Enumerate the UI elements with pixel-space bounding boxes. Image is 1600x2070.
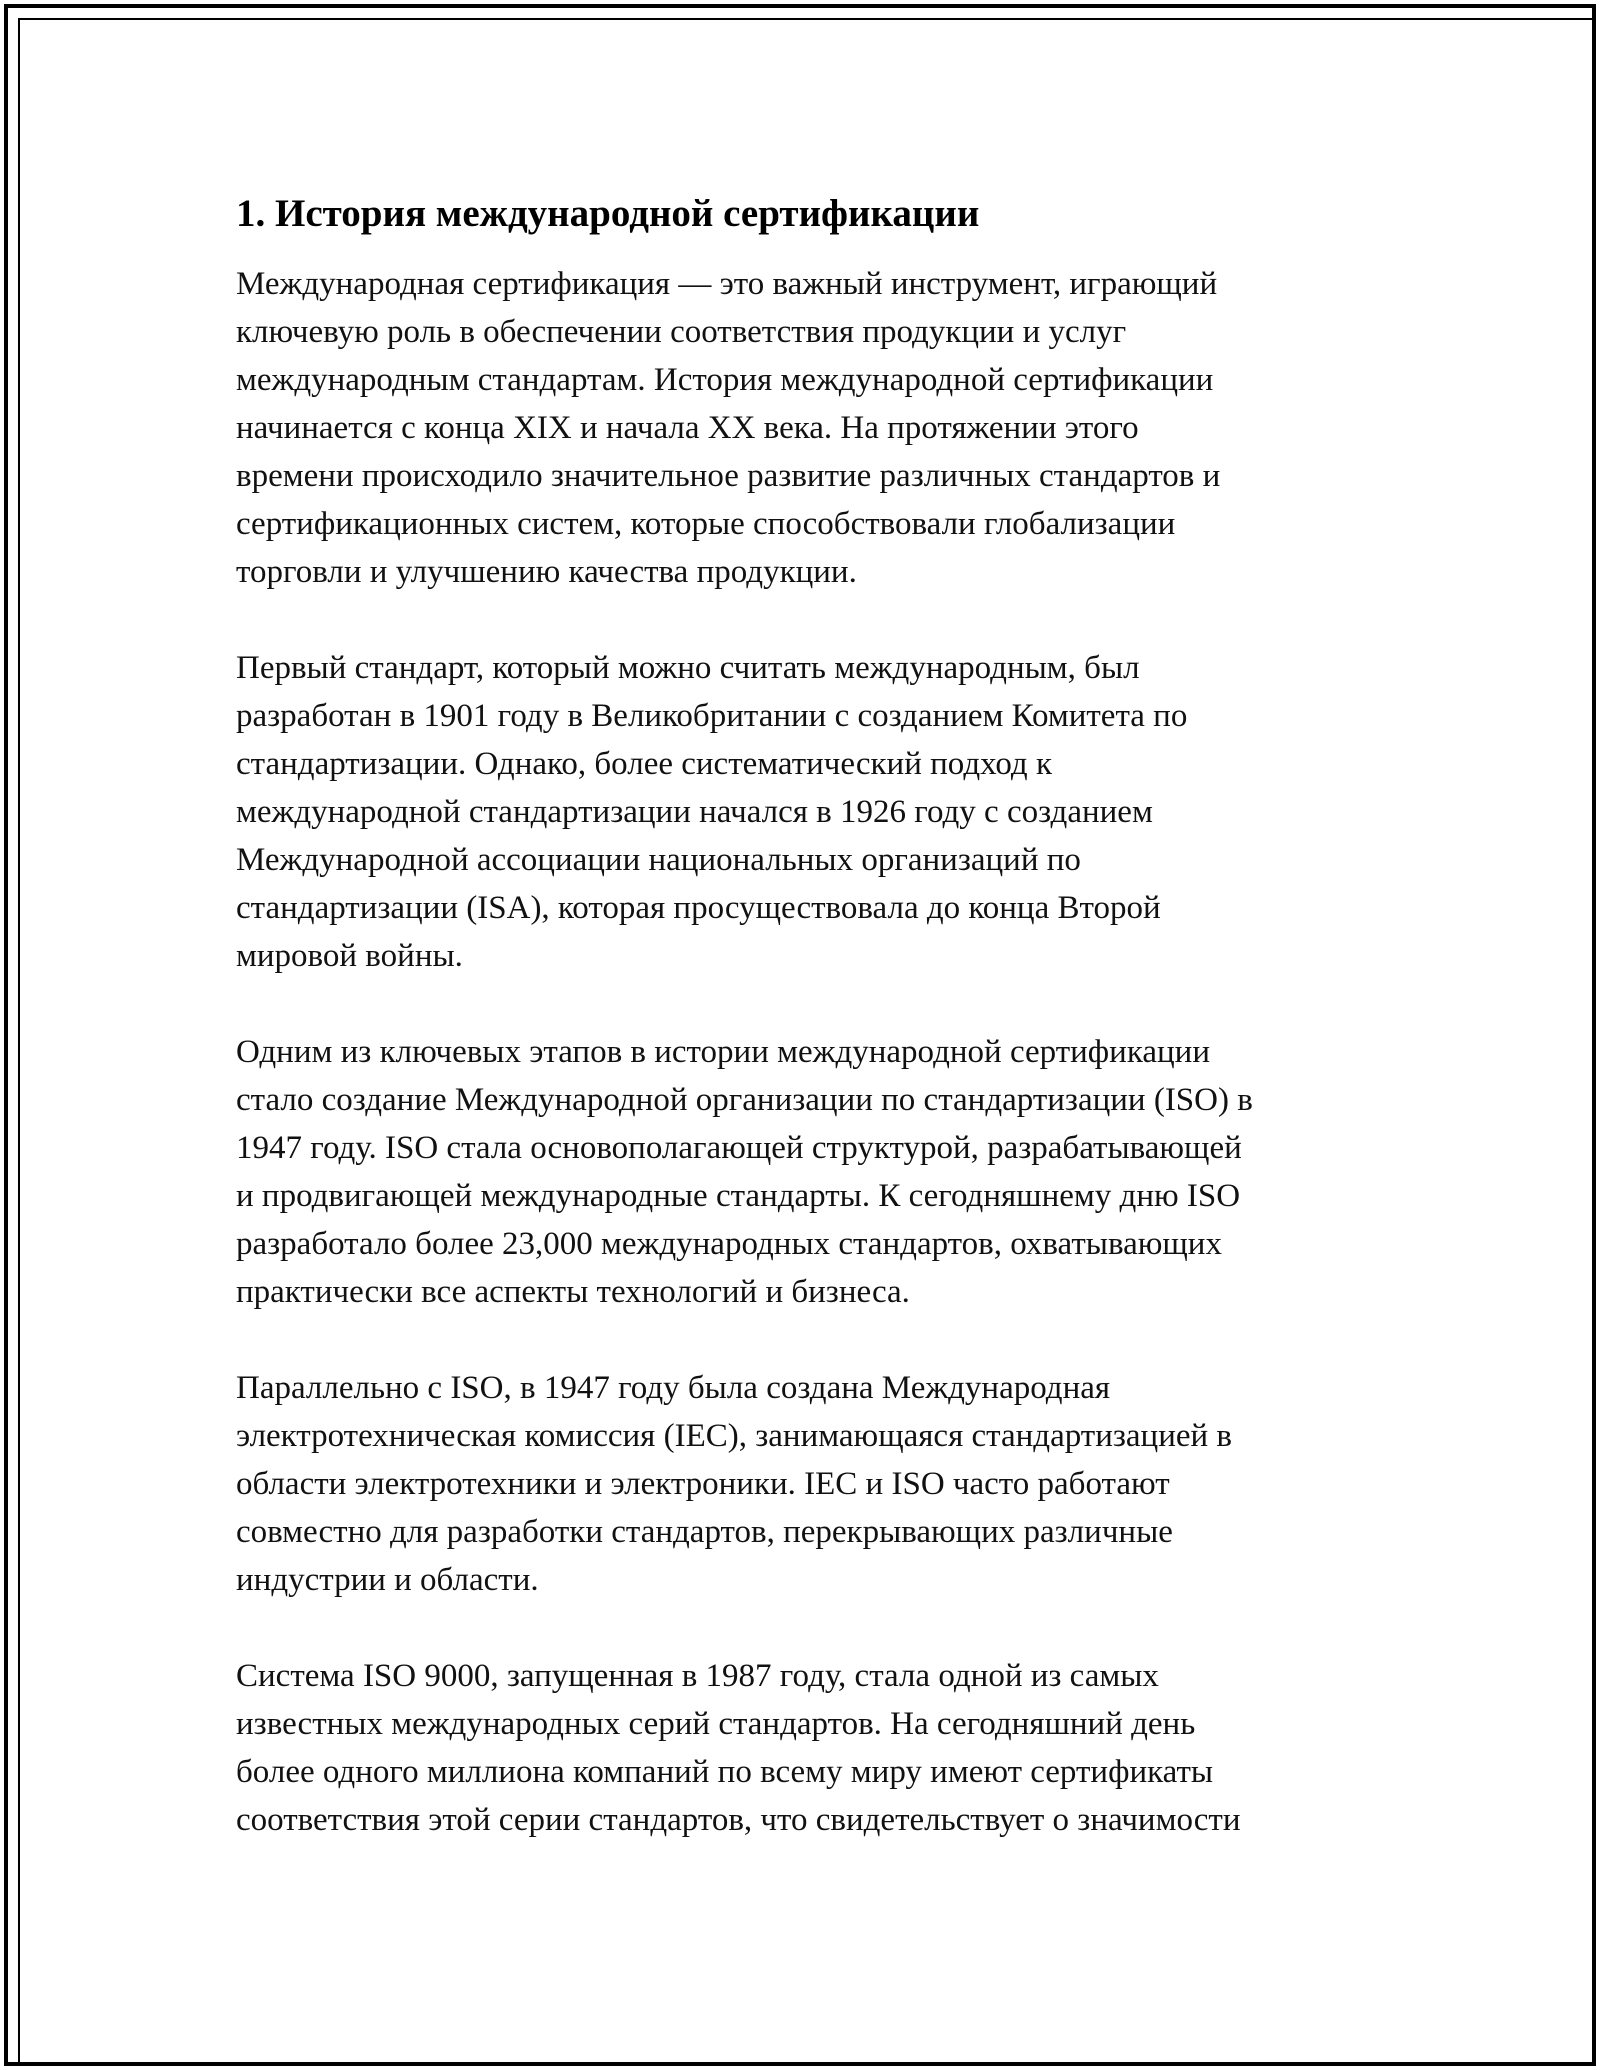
text-line: разработало более 23,000 международных стандартов, охватывающих: [236, 1226, 1222, 1262]
text-line: стандартизации. Однако, более систематический подход к: [236, 746, 1052, 782]
text-line: Первый стандарт, который можно считать международным, был: [236, 650, 1140, 686]
text-line: индустрии и области.: [236, 1562, 539, 1598]
text-line: Одним из ключевых этапов в истории международной сертификации: [236, 1034, 1210, 1070]
paragraph-first-standard: [236, 644, 1396, 980]
paragraph-intro: [236, 260, 1396, 596]
text-line: более одного миллиона компаний по всему миру имеют сертификаты: [236, 1754, 1214, 1790]
text-line: и продвигающей международные стандарты. К сегодняшнему дню ISO: [236, 1178, 1241, 1214]
text-line: 1947 году. ISO стала основополагающей структурой, разрабатывающей: [236, 1130, 1242, 1166]
text-line: известных международных серий стандартов. На сегодняшний день: [236, 1706, 1196, 1742]
text-line: совместно для разработки стандартов, перекрывающих различные: [236, 1514, 1173, 1550]
paragraph-iso-9000: [236, 1652, 1396, 1844]
text-line: Параллельно с ISO, в 1947 году была создана Международная: [236, 1370, 1111, 1406]
text-line: практически все аспекты технологий и бизнеса.: [236, 1274, 910, 1310]
text-line: электротехническая комиссия (IEC), занимающаяся стандартизацией в: [236, 1418, 1233, 1454]
text-line: Международная сертификация — это важный инструмент, играющий: [236, 266, 1218, 302]
paragraph-iec: [236, 1364, 1396, 1604]
text-line: Международной ассоциации национальных организаций по: [236, 842, 1081, 878]
text-line: торговли и улучшению качества продукции.: [236, 554, 857, 590]
text-line: международной стандартизации начался в 1926 году с созданием: [236, 794, 1153, 830]
text-line: мировой войны.: [236, 938, 463, 974]
paragraph-iso: [236, 1028, 1396, 1316]
text-line: области электротехники и электроники. IEC и ISO часто работают: [236, 1466, 1170, 1502]
text-line: начинается с конца XIX и начала XX века. На протяжении этого: [236, 410, 1139, 446]
text-line: времени происходило значительное развитие различных стандартов и: [236, 458, 1221, 494]
text-line: международным стандартам. История международной сертификации: [236, 362, 1214, 398]
section-heading: 1. История международной сертификации: [236, 192, 980, 235]
document-page: [236, 186, 1396, 1892]
text-line: стало создание Международной организации по стандартизации (ISO) в: [236, 1082, 1253, 1118]
text-line: разработан в 1901 году в Великобритании с созданием Комитета по: [236, 698, 1188, 734]
text-line: сертификационных систем, которые способствовали глобализации: [236, 506, 1176, 542]
text-line: стандартизации (ISA), которая просуществовала до конца Второй: [236, 890, 1161, 926]
text-line: соответствия этой серии стандартов, что свидетельствует о значимости: [236, 1802, 1241, 1838]
text-line: ключевую роль в обеспечении соответствия продукции и услуг: [236, 314, 1127, 350]
text-line: Система ISO 9000, запущенная в 1987 году, стала одной из самых: [236, 1658, 1159, 1694]
